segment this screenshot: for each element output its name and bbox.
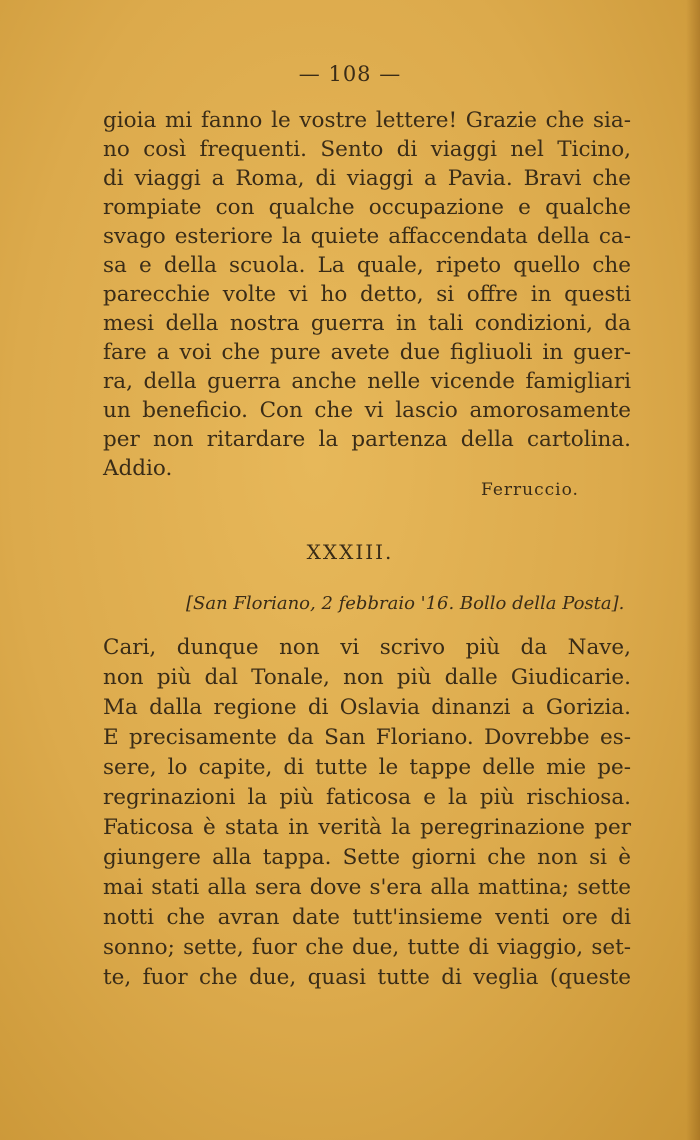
- text-line: Addio.: [103, 456, 173, 481]
- page-edge-shadow: [686, 0, 700, 1140]
- text-line: sa e della scuola. La quale, ripeto quello che: [103, 253, 631, 278]
- text-line: sere, lo capite, di tutte le tappe delle mie pe-: [103, 755, 631, 780]
- text-line: parecchie volte vi ho detto, si offre in questi: [103, 282, 631, 307]
- text-line: sonno; sette, fuor che due, tutte di viaggio, set-: [103, 935, 631, 960]
- text-line: Ma dalla regione di Oslavia dinanzi a Gorizia.: [103, 695, 631, 720]
- section-heading: XXXIII.: [306, 540, 394, 564]
- page-number: — 108 —: [298, 62, 402, 86]
- text-line: di viaggi a Roma, di viaggi a Pavia. Bravi che: [103, 166, 631, 191]
- signature: Ferruccio.: [481, 480, 579, 500]
- text-line: giungere alla tappa. Sette giorni che non si è: [103, 845, 631, 870]
- text-line: svago esteriore la quiete affaccendata della ca-: [103, 224, 631, 249]
- text-line: gioia mi fanno le vostre lettere! Grazie che sia-: [103, 108, 631, 133]
- text-line: no così frequenti. Sento di viaggi nel Ticino,: [103, 137, 631, 162]
- text-line: un beneficio. Con che vi lascio amorosamente: [103, 398, 631, 423]
- text-line: rompiate con qualche occupazione e qualche: [103, 195, 631, 220]
- text-line: fare a voi che pure avete due figliuoli in guer-: [103, 340, 631, 365]
- text-line: Cari, dunque non vi scrivo più da Nave,: [103, 635, 631, 660]
- text-line: mai stati alla sera dove s'era alla mattina; sette: [103, 875, 631, 900]
- text-line: notti che avran date tutt'insieme venti ore di: [103, 905, 631, 930]
- text-line: mesi della nostra guerra in tali condizioni, da: [103, 311, 631, 336]
- dateline: [San Floriano, 2 febbraio '16. Bollo della Posta].: [186, 593, 625, 614]
- text-line: per non ritardare la partenza della cartolina.: [103, 427, 631, 452]
- text-line: regrinazioni la più faticosa e la più rischiosa.: [103, 785, 631, 810]
- text-line: ra, della guerra anche nelle vicende famigliari: [103, 369, 631, 394]
- text-line: E precisamente da San Floriano. Dovrebbe es-: [103, 725, 631, 750]
- text-line: Faticosa è stata in verità la peregrinazione per: [103, 815, 631, 840]
- text-line: non più dal Tonale, non più dalle Giudicarie.: [103, 665, 631, 690]
- text-line: te, fuor che due, quasi tutte di veglia (queste: [103, 965, 631, 990]
